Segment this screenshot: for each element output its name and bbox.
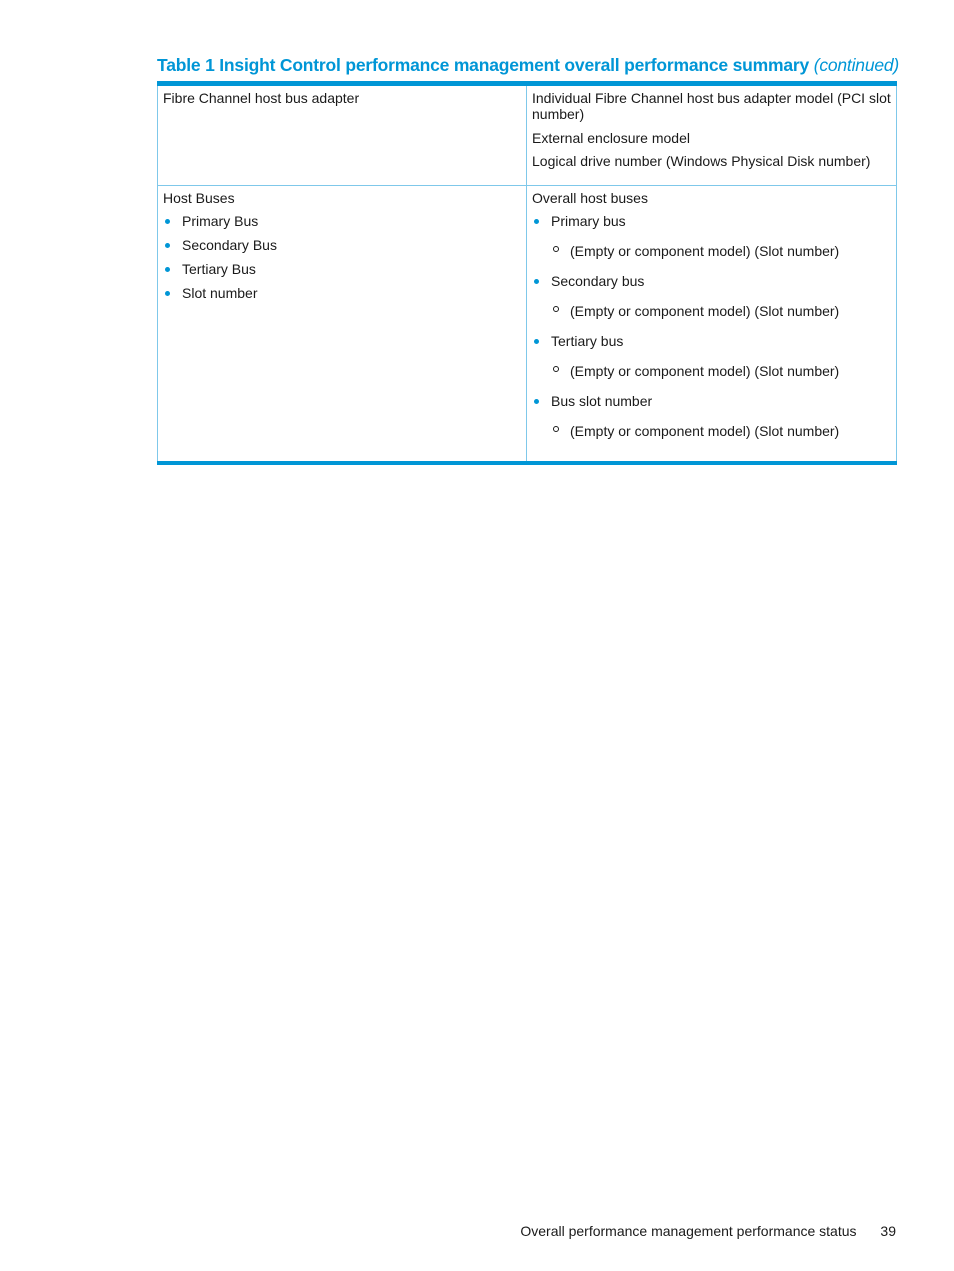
list-item: Tertiary Bus [163, 261, 521, 277]
list-item-label: Primary bus [551, 213, 626, 229]
sub-list [551, 243, 891, 259]
bullet-list [532, 213, 891, 439]
sub-list [551, 303, 891, 319]
list-item-label: Tertiary bus [551, 333, 624, 349]
sub-list-item: (Empty or component model) (Slot number) [551, 423, 891, 439]
cell-text: Overall host buses [532, 190, 648, 206]
table-row [158, 186, 897, 464]
list-item [532, 333, 891, 379]
list-item: Primary Bus [163, 213, 521, 229]
sub-list-item: (Empty or component model) (Slot number) [551, 243, 891, 259]
list-item [532, 213, 891, 259]
cell-paragraph: Logical drive number (Windows Physical Disk number) [532, 153, 871, 169]
table-cell-right [527, 186, 897, 464]
list-item-label: Secondary bus [551, 273, 645, 289]
cell-text: Fibre Channel host bus adapter [163, 90, 360, 106]
list-item [532, 273, 891, 319]
page-number: 39 [880, 1223, 896, 1239]
sub-list [551, 363, 891, 379]
cell-paragraph: External enclosure model [532, 130, 690, 146]
sub-list-item: (Empty or component model) (Slot number) [551, 303, 891, 319]
cell-paragraph: Individual Fibre Channel host bus adapter model (PCI slot number) [532, 90, 891, 122]
cell-text: Host Buses [163, 190, 235, 206]
page-footer [520, 1223, 896, 1239]
table-cell-right [527, 84, 897, 186]
list-item: Secondary Bus [163, 237, 521, 253]
footer-section-title: Overall performance management performance status [520, 1223, 857, 1239]
list-item [532, 393, 891, 439]
list-item: Slot number [163, 285, 521, 301]
performance-summary-table [157, 81, 897, 465]
sub-list [551, 423, 891, 439]
table-caption-label: Table 1 Insight Control performance management overall performance summary [157, 55, 810, 75]
table-row [158, 84, 897, 186]
bullet-list [163, 213, 521, 301]
table-cell-left [158, 186, 527, 464]
table-caption-continued: (continued) [813, 55, 900, 75]
table-caption [157, 55, 900, 76]
sub-list-item: (Empty or component model) (Slot number) [551, 363, 891, 379]
table-cell-left [158, 84, 527, 186]
list-item-label: Bus slot number [551, 393, 653, 409]
